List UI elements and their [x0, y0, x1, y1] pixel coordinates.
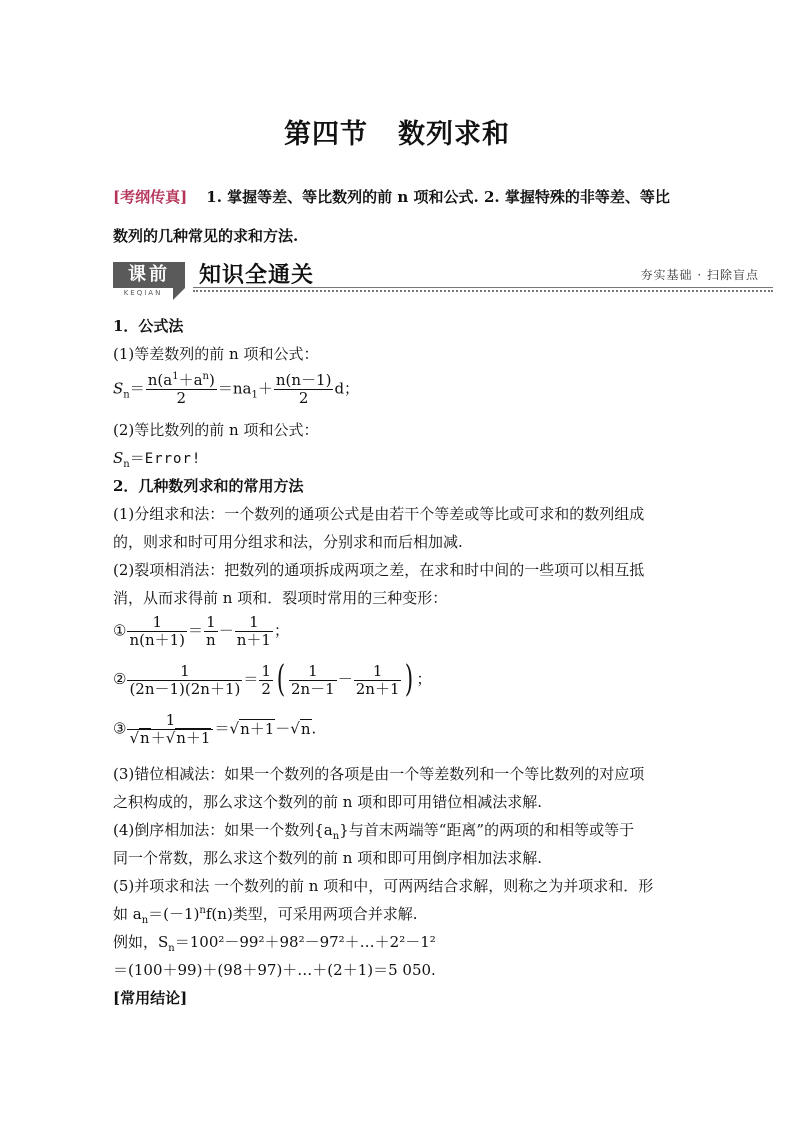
t1-eq: ＝: [188, 621, 204, 640]
t3-end: .: [311, 719, 317, 738]
transform-2: [113, 659, 432, 700]
syllabus-line-2: 数列的几种常见的求和方法.: [113, 227, 299, 245]
section-1-title: 1．公式法: [113, 317, 184, 335]
t2-b-num: 1: [372, 661, 383, 680]
t1-b-num: 1: [249, 613, 259, 631]
arith-sum-formula: $S_n=$ $\frac{n(a^1+a^n)}{2}$ $=na_1+$ $\frac{n(n-1)}{2}$ d；: [113, 371, 360, 407]
t1-end: ；: [273, 621, 289, 640]
t3-den: √n＋√n＋1: [127, 729, 213, 747]
t2-c-den: 2: [261, 679, 271, 698]
s2-p1-line-1: (1)分组求和法：一个数列的通项公式是由若干个等差或等比或可求和的数列组成: [113, 505, 645, 523]
t1-minus: －: [218, 621, 234, 640]
t3-r2: n: [300, 719, 311, 738]
t1-frac-b: [235, 614, 273, 649]
section-banner: [113, 258, 773, 300]
s2-p4-line-1: [113, 820, 634, 840]
banner-dotted-rule: [193, 290, 773, 292]
t1-a-den: n: [206, 631, 216, 649]
fraction-1-num: [146, 372, 217, 389]
s1-item-1: (1)等差数列的前 n 项和公式：: [113, 345, 319, 363]
num-sup-b: n: [202, 371, 209, 382]
t3-eq: ＝: [214, 719, 230, 738]
s2-p2-line-2: 消，从而求得前 n 项和．裂项时常用的三种变形：: [113, 589, 448, 607]
circled-1: ①: [113, 621, 127, 640]
example-line-1: [113, 932, 436, 952]
ex-pre: 例如，S: [113, 933, 169, 951]
s2-p3-line-2: 之积构成的，那么求这个数列的前 n 项和即可用错位相减法求解.: [113, 793, 542, 811]
num-part-c: ): [209, 371, 215, 389]
p5-sup: n: [199, 905, 206, 916]
num-part-b: ＋a: [178, 371, 203, 389]
t2-c-num: 1: [261, 661, 271, 680]
t2-frac-a: [289, 663, 337, 698]
t1-frac-a: [204, 614, 218, 649]
circled-3: ③: [113, 719, 127, 738]
p5-pre: 如 a: [113, 905, 142, 923]
s2-p4-line-2: 同一个常数，那么求这个数列的前 n 项和即可用倒序相加法求解.: [113, 849, 542, 867]
t3-den-a: n: [140, 729, 150, 747]
s1-item-2: (2)等比数列的前 n 项和公式：: [113, 421, 319, 439]
banner-badge-sub: KEQIAN: [123, 289, 163, 297]
t2-frac-main: [127, 663, 242, 698]
circled-2: ②: [113, 670, 127, 688]
fraction-2: [274, 372, 334, 407]
t2-minus: －: [337, 670, 353, 688]
p4-sub: n: [332, 831, 340, 842]
formula-eq: ＝: [129, 449, 145, 467]
s2-p5-line-2: [113, 904, 418, 924]
geom-sum-formula: [113, 448, 201, 469]
t3-den-plus: ＋: [150, 729, 166, 747]
t1-num: 1: [152, 613, 163, 631]
section-number: 第四节: [284, 119, 368, 150]
formula-lhs-sub: n: [123, 459, 130, 470]
fraction-1: [146, 372, 217, 407]
section-2-title: 2．几种数列求和的常用方法: [113, 477, 304, 495]
t2-end: ；: [416, 670, 432, 688]
fraction-2-den: 2: [274, 389, 334, 407]
s2-p2-line-1: (2)裂项相消法：把数列的通项拆成两项之差，在求和时中间的一些项可以相互抵: [113, 561, 645, 579]
t2-eq: ＝: [243, 670, 259, 688]
t2-a-num: 1: [308, 661, 318, 680]
p5-end: f(n)类型，可采用两项合并求解.: [205, 905, 418, 923]
syllabus-tag: [考纲传真]: [113, 188, 188, 206]
t2-den: (2n－1)(2n＋1): [129, 679, 241, 698]
page-title: [0, 112, 794, 151]
syllabus-line-1: [113, 187, 670, 207]
formula-lhs-sub: n: [123, 389, 130, 401]
left-paren: (: [276, 659, 286, 700]
error-text: Error!: [144, 451, 202, 467]
s2-p5-line-1: (5)并项求和法 一个数列的前 n 项和中，可两两结合求解，则称之为并项求和．形: [113, 877, 654, 895]
banner-heading: 知识全通关: [199, 263, 315, 288]
ex-sub: n: [168, 943, 175, 954]
right-paren: ): [405, 659, 414, 700]
formula-mid: ＝na: [217, 379, 252, 398]
banner-badge: 课前: [113, 262, 185, 288]
t2-a-den: 2n－1: [290, 679, 335, 698]
formula-lhs: S: [113, 449, 124, 467]
syllabus-text-1: 1. 掌握等差、等比数列的前 n 项和公式. 2. 掌握特殊的非等差、等比: [206, 188, 670, 206]
num-sup-a: 1: [172, 371, 179, 382]
example-line-2: ＝(100＋99)＋(98＋97)＋…＋(2＋1)＝5 050.: [113, 961, 436, 979]
banner-rule: [193, 287, 773, 288]
t3-num: 1: [165, 711, 176, 729]
fraction-1-den: 2: [146, 389, 217, 407]
formula-plus: ＋: [257, 379, 273, 398]
t2-b-den: 2n＋1: [355, 679, 400, 698]
transform-3: ③ $\frac{1}{√n+√n+1}$ ＝√n＋1－√n.: [113, 711, 317, 747]
t2-frac-coef: [259, 663, 273, 698]
p5-sub: n: [141, 915, 149, 926]
ex-rest: ＝100²－99²＋98²－97²＋…＋2²－1²: [174, 933, 436, 951]
banner-triangle: [173, 288, 185, 300]
num-part-a: n(a: [147, 371, 173, 389]
formula-lhs: S: [113, 379, 124, 398]
banner-slogan: 夯实基础 · 扫除盲点: [640, 268, 759, 282]
t1-frac-main: [127, 614, 187, 649]
t1-a-num: 1: [206, 613, 216, 631]
t3-r1: n＋1: [240, 719, 275, 738]
fraction-2-num: n(n－1): [275, 371, 332, 389]
s2-p3-line-1: (3)错位相减法：如果一个数列的各项是由一个等差数列和一个等比数列的对应项: [113, 765, 645, 783]
t3-den-b: n＋1: [176, 729, 211, 747]
p4-text-a: (4)倒序相加法：如果一个数列{a: [113, 821, 333, 839]
t2-frac-b: [354, 663, 402, 698]
p4-text-b: }与首末两端等“距离”的两项的和相等或等于: [339, 821, 635, 839]
p5-mid: ＝(－1): [148, 905, 200, 923]
transform-1: [113, 614, 289, 649]
t1-b-den: n＋1: [236, 631, 271, 649]
section-name: 数列求和: [398, 119, 510, 150]
section-3-title: [常用结论]: [113, 989, 188, 1007]
t3-minus: －: [275, 719, 291, 738]
formula-end: d；: [334, 379, 360, 398]
t3-frac-main: [127, 712, 213, 747]
t2-num: 1: [180, 661, 190, 680]
t1-den: n(n＋1): [129, 631, 186, 649]
formula-mid-sub: 1: [251, 389, 258, 401]
s2-p1-line-2: 的，则求和时可用分组求和法，分别求和而后相加减.: [113, 533, 463, 551]
